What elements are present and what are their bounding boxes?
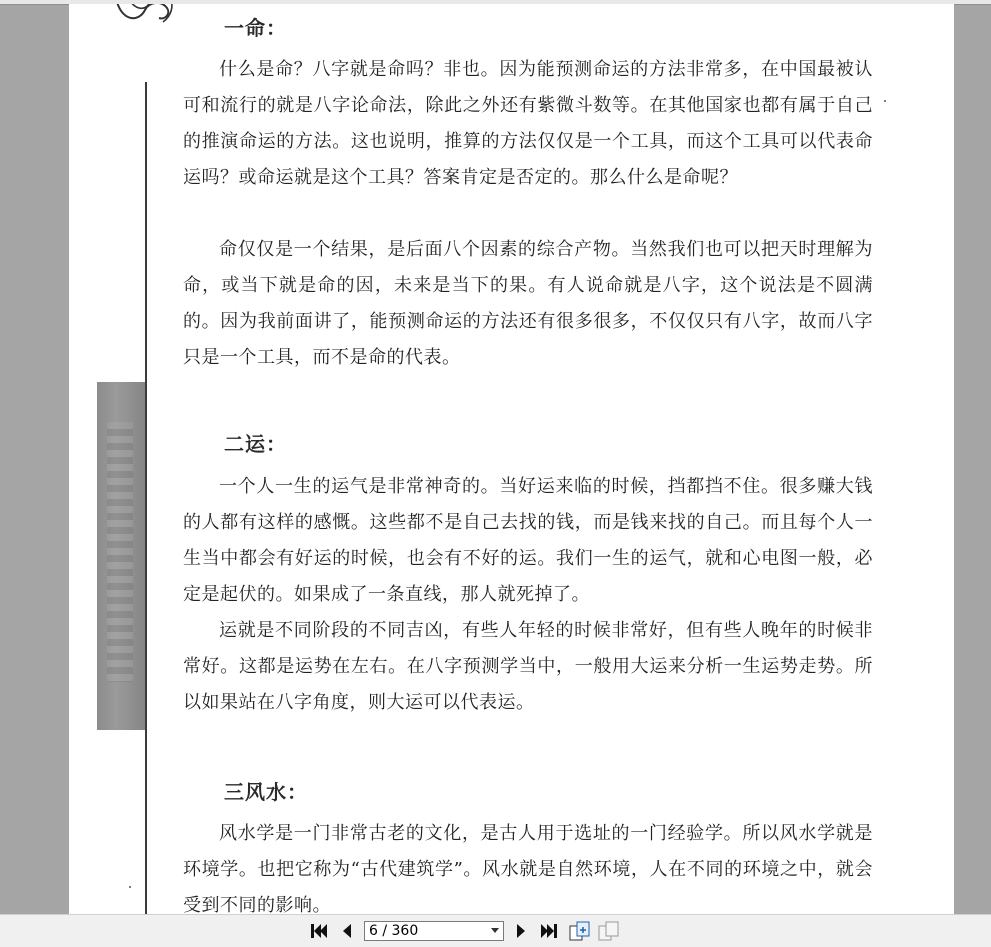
document-page <box>69 4 954 914</box>
first-page-icon <box>310 923 328 939</box>
two-page-view-icon <box>569 921 591 941</box>
margin-rule <box>145 82 147 914</box>
section-1-paragraph-2: 命仅仅是一个结果，是后面八个因素的综合产物。当然我们也可以把天时理解为命，或当下就是命的因，未来是当下的果。有人说命就是八字，这个说法是不圆满的。因为我前面讲了，能预测命运的方法还有很多很多，不仅仅只有八字，故而八字只是一个工具，而不是命的代表。 <box>183 239 873 368</box>
page-navigation-toolbar <box>0 914 991 947</box>
scan-speck <box>129 886 131 888</box>
section-2-paragraph-1: 一个人一生的运气是非常神奇的。当好运来临的时候，挡都挡不住。很多赚大钱的人都有这样的感慨。这些都不是自己去找的钱，而是钱来找的自己。而且每个人一生当中都会有好运的时候，也会有不好的运。我们一生的运气，就和心电图一般，必定是起伏的。如果成了一条直线，那人就死掉了。 <box>183 476 873 605</box>
ornament-icon <box>109 4 189 32</box>
previous-page-icon <box>341 923 353 939</box>
scan-speck <box>884 100 886 102</box>
section-heading-3: 三风水： <box>224 780 308 804</box>
section-2-paragraph-2: 运就是不同阶段的不同吉凶，有些人年轻的时候非常好，但有些人晚年的时候非常好。这都是运势在左右。在八字预测学当中，一般用大运来分析一生运势走势。所以如果站在八字角度，则大运可以代表运。 <box>183 620 873 713</box>
next-page-button[interactable] <box>513 921 529 941</box>
previous-page-button[interactable] <box>339 921 355 941</box>
section-3-paragraph-1: 风水学是一门非常古老的文化，是古人用于选址的一门经验学。所以风水学就是环境学。也把它称为“古代建筑学”。风水就是自然环境，人在不同的环境之中，就会受到不同的影响。 <box>183 823 873 914</box>
section-heading-2: 二运： <box>224 432 287 456</box>
last-page-icon <box>540 923 558 939</box>
sidebar-decoration <box>97 382 145 730</box>
section-heading-1: 一命： <box>224 16 287 40</box>
chevron-down-icon <box>491 928 499 933</box>
next-page-icon <box>515 923 527 939</box>
fit-page-icon <box>598 921 620 941</box>
section-1-paragraph-1: 什么是命？八字就是命吗？非也。因为能预测命运的方法非常多，在中国最被认可和流行的就是八字论命法，除此之外还有紫微斗数等。在其他国家也都有属于自己的推演命运的方法。这也说明，推算的方法仅仅是一个工具，而这个工具可以代表命运吗？或命运就是这个工具？答案肯定是否定的。那么什么是命呢？ <box>183 59 873 188</box>
fit-page-button[interactable] <box>598 921 620 941</box>
last-page-button[interactable] <box>539 921 559 941</box>
two-page-view-button[interactable] <box>569 921 591 941</box>
first-page-button[interactable] <box>309 921 329 941</box>
page-indicator: 6 / 360 <box>369 923 419 939</box>
page-number-select[interactable] <box>364 921 504 941</box>
